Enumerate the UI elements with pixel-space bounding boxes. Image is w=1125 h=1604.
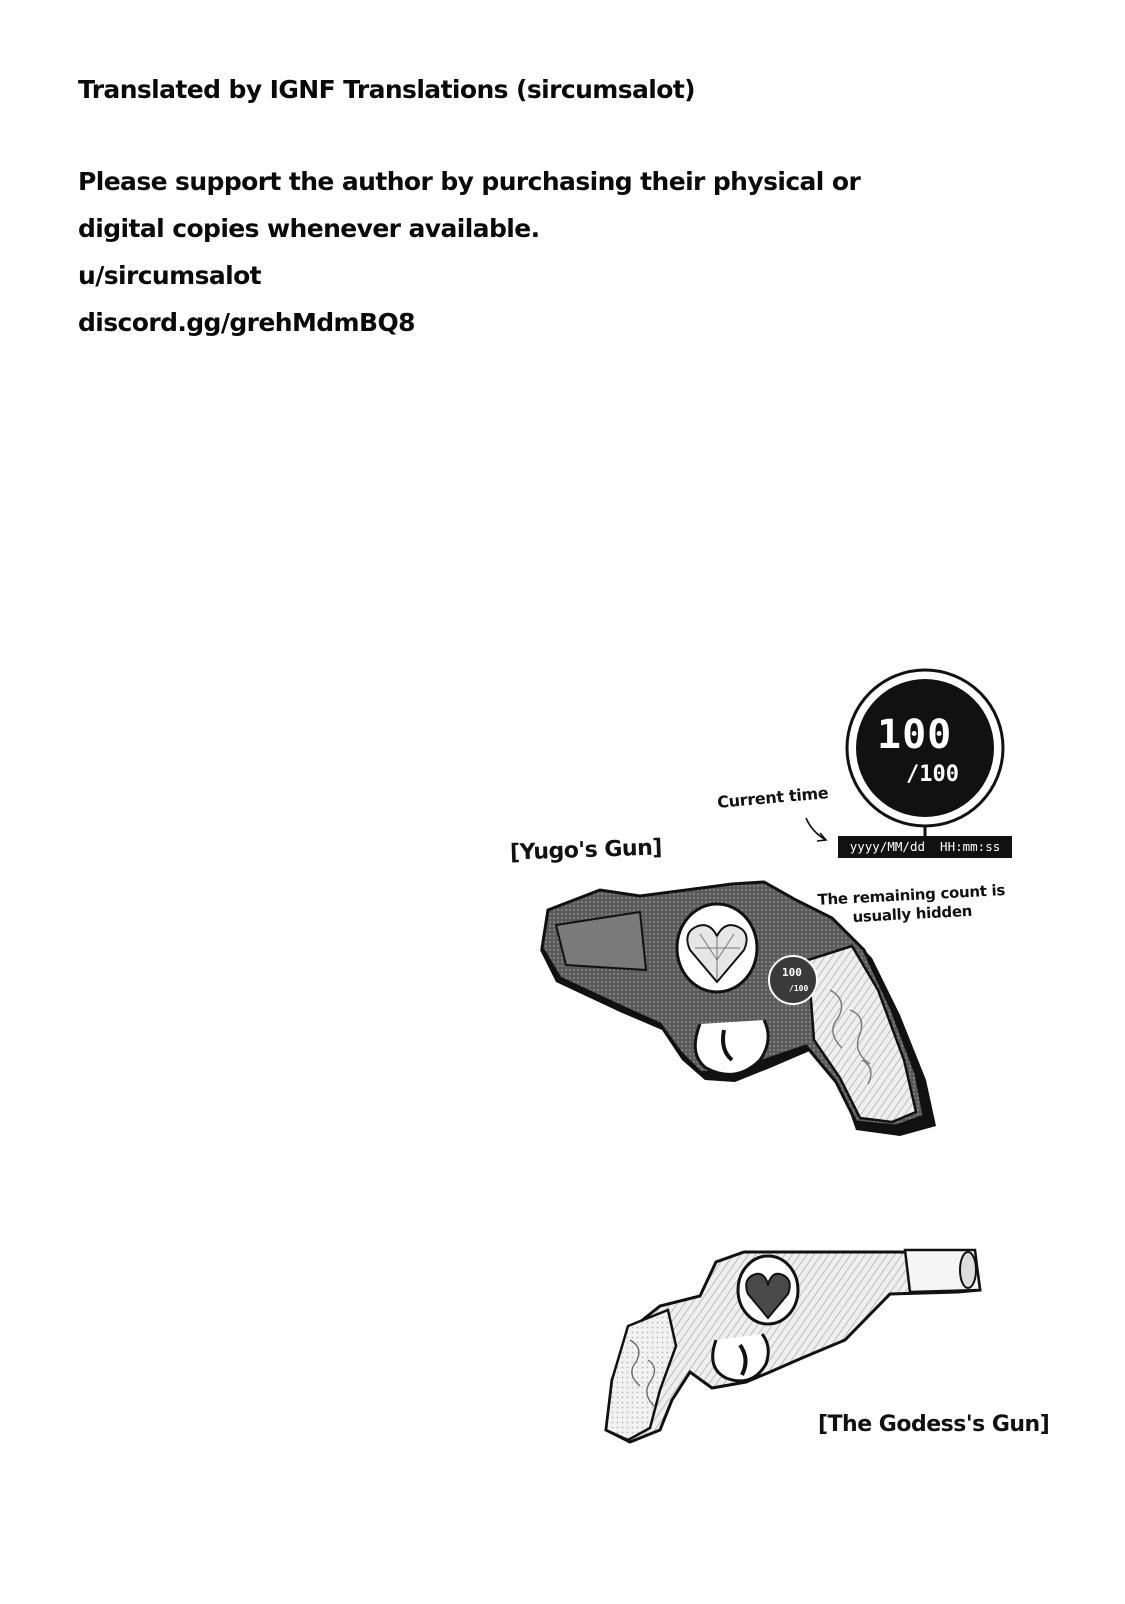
credit-discord-link: discord.gg/grehMdmBQ8 [78, 308, 415, 337]
credit-support-line-1: Please support the author by purchasing their physical or [78, 167, 861, 196]
credit-support-line-2: digital copies whenever available. [78, 214, 540, 243]
dial-max-count: /100 [906, 762, 959, 787]
yugo-gun-label: [Yugo's Gun] [509, 835, 663, 866]
credit-reddit-handle: u/sircumsalot [78, 261, 262, 290]
credit-translated-by: Translated by IGNF Translations (sircumsalot) [78, 75, 695, 104]
current-time-label: Current time [716, 783, 830, 812]
goddess-gun-label: [The Godess's Gun] [818, 1412, 1050, 1437]
remaining-note-line-1: The remaining count is [817, 881, 1006, 909]
gun-small-dial-count: 100 [782, 966, 802, 979]
dial-remaining-count: 100 [877, 712, 953, 758]
gun-small-dial-max: /100 [789, 984, 809, 993]
remaining-note-line-2: usually hidden [852, 901, 973, 927]
current-time-readout: yyyy/MM/dd HH:mm:ss [838, 836, 1012, 858]
